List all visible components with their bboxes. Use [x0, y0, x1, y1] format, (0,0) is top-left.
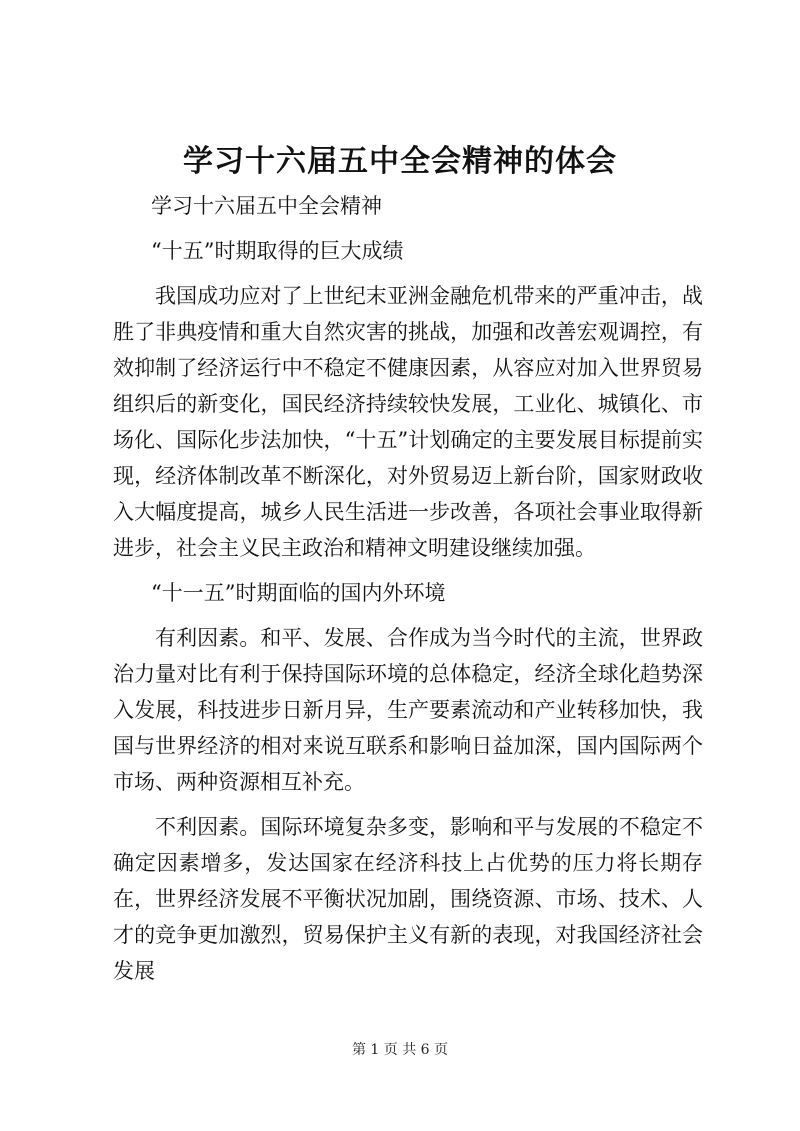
paragraph-achievements: 我国成功应对了上世纪末亚洲金融危机带来的严重冲击，战胜了非典疫情和重大自然灾害的挑战，加强和改善宏观调控，有效抑制了经济运行中不稳定不健康因素，从容应对加入世界贸易组织后的新变化，国民经济持续较快发展，工业化、城镇化、市场化、国际化步法加快，“十五”计划确定的主要发展目标提前实现，经济体制改革不断深化，对外贸易迈上新台阶，国家财政收入大幅度提高，城乡人民生活进一步改善，各项社会事业取得新进步，社会主义民主政治和精神文明建设继续加强。	[113, 284, 703, 560]
section-heading-1: “十五”时期取得的巨大成绩	[151, 239, 404, 263]
document-body	[113, 188, 703, 998]
page-number-footer: 第 1 页 共 6 页	[351, 1042, 449, 1058]
document-title: 学习十六届五中全会精神的体会	[183, 144, 617, 179]
paragraph-favorable-factors: 有利因素。和平、发展、合作成为当今时代的主流，世界政治力量对比有利于保持国际环境的总体稳定，经济全球化趋势深入发展，科技进步日新月异，生产要素流动和产业转移加快，我国与世界经济的相对来说互联系和影响日益加深，国内国际两个市场、两种资源相互补充。	[113, 626, 703, 794]
paragraph-unfavorable-factors: 不利因素。国际环境复杂多变，影响和平与发展的不稳定不确定因素增多，发达国家在经济科技上占优势的压力将长期存在，世界经济发展不平衡状况加剧，围绕资源、市场、技术、人才的竞争更加激烈，贸易保护主义有新的表现，对我国经济社会发展	[113, 815, 703, 983]
section-heading-2: “十一五”时期面临的国内外环境	[151, 581, 446, 605]
document-subtitle: 学习十六届五中全会精神	[151, 194, 382, 218]
